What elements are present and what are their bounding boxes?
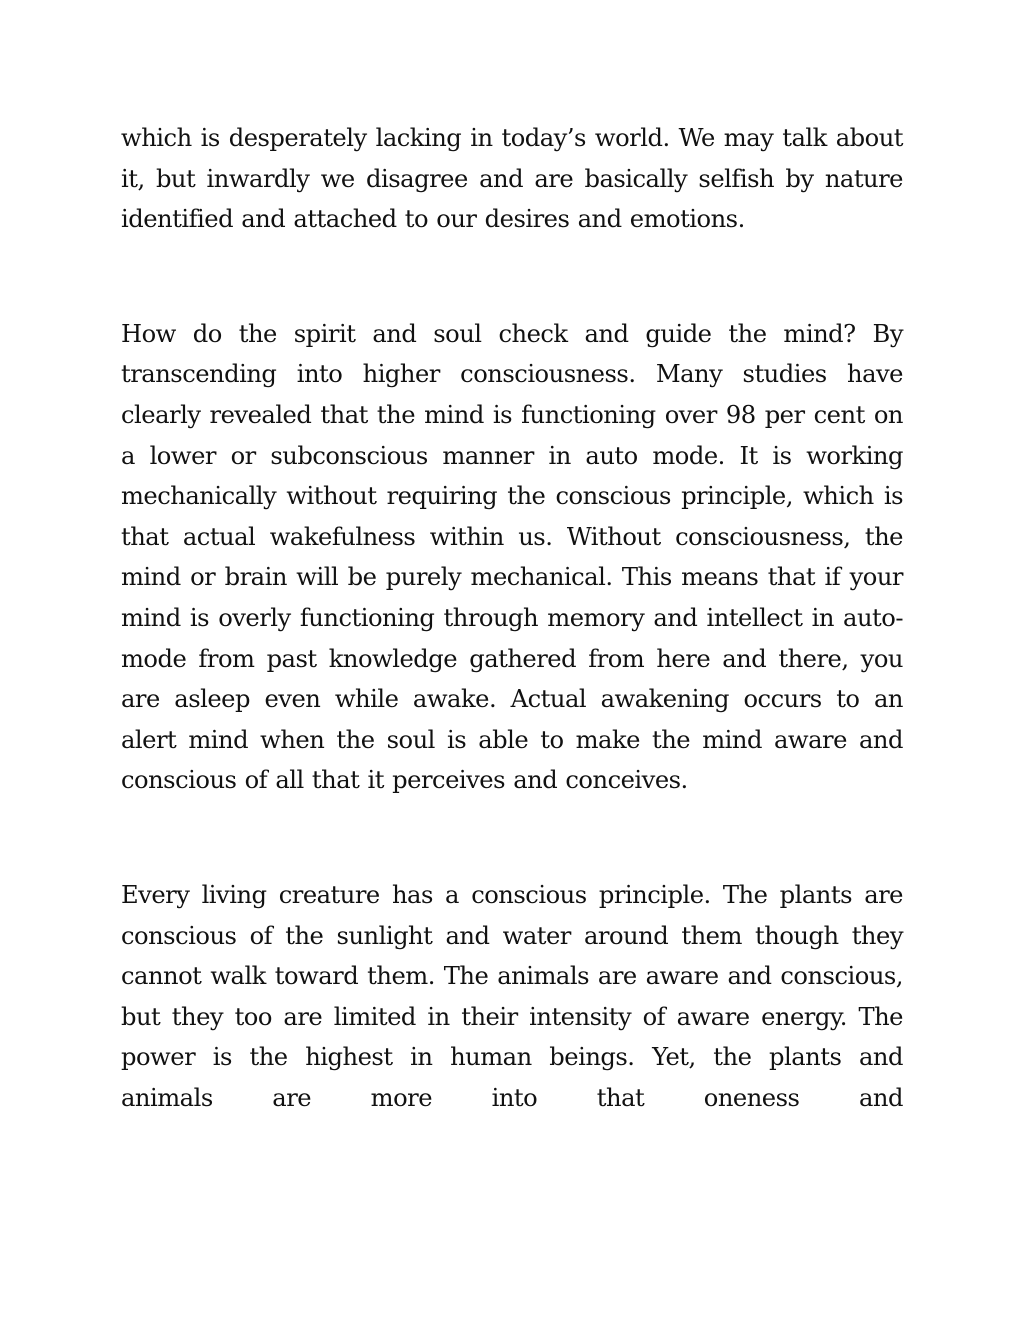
paragraph-3: Every living creature has a conscious principle. The plants are conscious of the sunlight and water around them though they cannot walk toward them. The animals are aware and conscious, but they too are limited in their intensity of aware energy. The power is the highest in human beings. Yet, the plants and animals are more into that oneness and [121, 880, 903, 1112]
paragraph-2: How do the spirit and soul check and guide the mind? By transcending into higher consciousness. Many studies have clearly revealed that the mind is functioning over 98 per cent on a lower or subconscious manner in auto mode. It is working mechanically without requiring the conscious principle, which is that actual wakefulness within us. Without consciousness, the mind or brain will be purely mechanical. This means that if your mind is overly functioning through memory and intellect in auto-mode from past knowledge gathered from here and there, you are asleep even while awake. Actual awakening occurs to an alert mind when the soul is able to make the mind aware and conscious of all that it perceives and conceives. [121, 319, 903, 795]
paragraph-spacer [121, 801, 903, 875]
paragraph-1: which is desperately lacking in today’s world. We may talk about it, but inwardly we disagree and are basically selfish by nature identified and attached to our desires and emotions. [121, 124, 903, 234]
document-page [121, 118, 903, 1118]
paragraph-spacer [121, 240, 903, 314]
